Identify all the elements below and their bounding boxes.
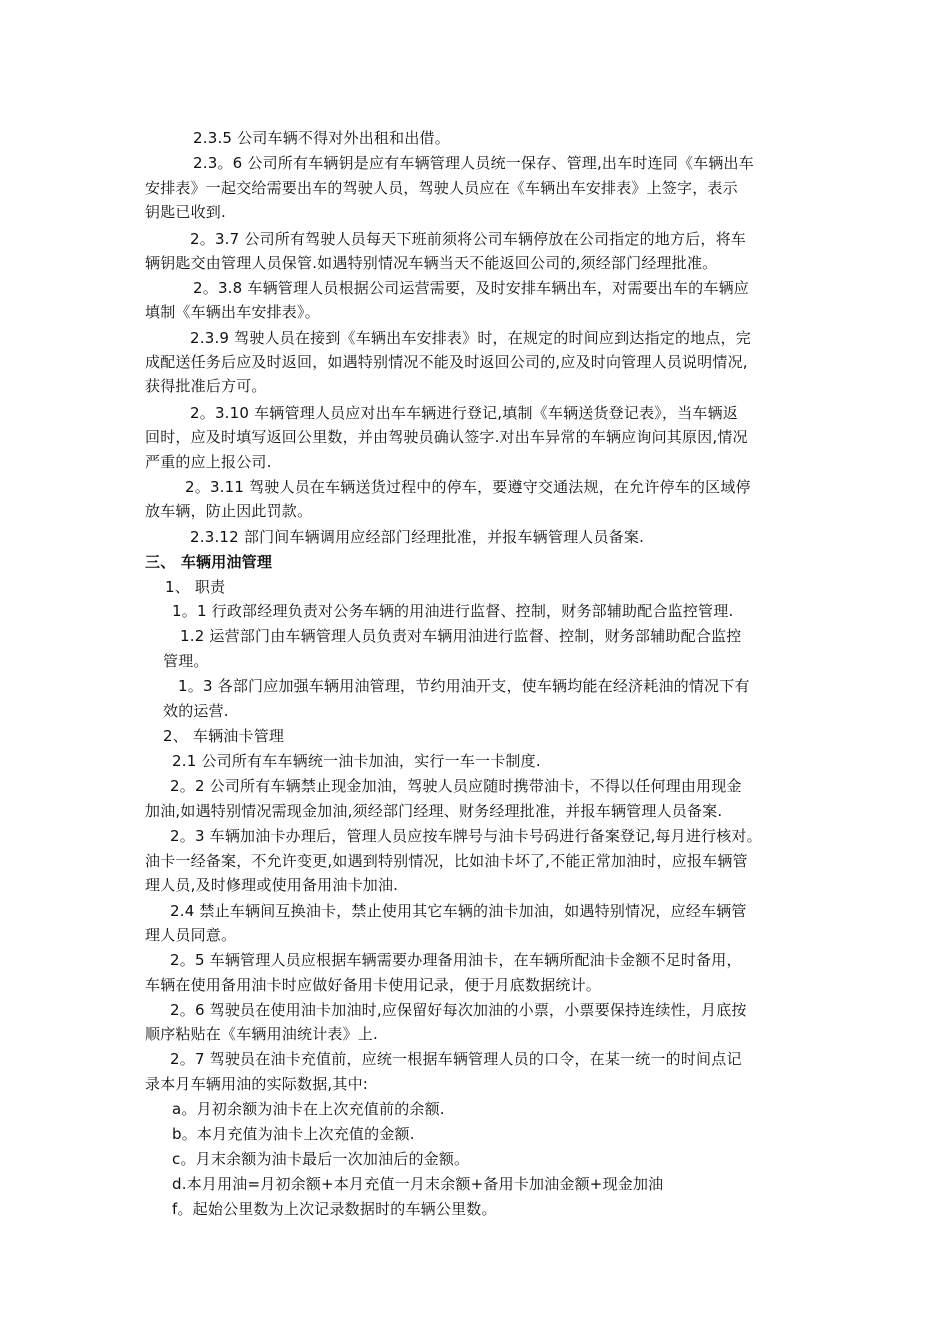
- text-line-2-3-7-cont: 辆钥匙交由管理人员保管.如遇特别情况车辆当天不能返回公司的,须经部门经理批准。: [145, 254, 718, 272]
- text-line-2-3-11: 2。3.11 驾驶人员在车辆送货过程中的停车，要遵守交通法规，在允许停车的区域停: [185, 478, 751, 496]
- text-line-1-1: 1。1 行政部经理负责对公务车辆的用油进行监督、控制，财务部辅助配合监控管理.: [172, 602, 734, 620]
- text-line-2-3-8-cont: 填制《车辆出车安排表》。: [145, 303, 320, 321]
- text-line-1-2-cont: 管理。: [163, 652, 209, 670]
- text-line-2-2: 2。2 公司所有车辆禁止现金加油，驾驶人员应随时携带油卡，不得以任何理由用现金: [170, 777, 742, 795]
- text-line-2-4-cont: 理人员同意。: [145, 926, 237, 944]
- list-item-d: d.本月用油=月初余额+本月充值一月末余额+备用卡加油金额+现金加油: [172, 1175, 664, 1193]
- text-line-2-2-cont: 加油,如遇特别情况需现金加油,须经部门经理、财务经理批准，并报车辆管理人员备案.: [145, 802, 723, 820]
- text-line-2-3-10-cont: 严重的应上报公司.: [145, 453, 272, 471]
- text-line-2-3-9: 2.3.9 驾驶人员在接到《车辆出车安排表》时，在规定的时间应到达指定的地点，完: [190, 329, 751, 347]
- text-line-2-7: 2。7 驾驶员在油卡充值前，应统一根据车辆管理人员的口令，在某一统一的时间点记: [170, 1050, 742, 1068]
- text-line-1-3-cont: 效的运营.: [163, 702, 229, 720]
- text-line-2-3-5: 2.3.5 公司车辆不得对外出租和出借。: [193, 129, 450, 147]
- text-line-2-3-12: 2.3.12 部门间车辆调用应经部门经理批准，并报车辆管理人员备案.: [190, 528, 645, 546]
- text-line-2-4: 2.4 禁止车辆间互换油卡，禁止使用其它车辆的油卡加油，如遇特别情况，应经车辆管: [170, 902, 747, 920]
- list-item-a: a。月初余额为油卡在上次充值前的余额.: [172, 1100, 445, 1118]
- text-line-2-3-10: 2。3.10 车辆管理人员应对出车车辆进行登记,填制《车辆送货登记表》，当车辆返: [190, 404, 738, 422]
- text-line-2-3-cont: 油卡一经备案，不允许变更,如遇到特别情况，比如油卡坏了,不能正常加油时，应报车辆管: [145, 852, 748, 870]
- text-line-2-3-10-cont: 回时，应及时填写返回公里数，并由驾驶员确认签字.对出车异常的车辆应询问其原因,情况: [145, 428, 748, 446]
- list-item-c: c。月末余额为油卡最后一次加油后的金额。: [172, 1150, 470, 1168]
- text-line-2-6-cont: 顺序粘贴在《车辆用油统计表》上.: [145, 1025, 378, 1043]
- text-line-2-3-6-cont: 钥匙已收到.: [145, 203, 226, 221]
- text-line-2-5-cont: 车辆在使用备用油卡时应做好备用卡使用记录，便于月底数据统计。: [145, 976, 602, 994]
- text-line-1-2: 1.2 运营部门由车辆管理人员负责对车辆用油进行监督、控制，财务部辅助配合监控: [180, 627, 742, 645]
- text-line-2-3-9-cont: 获得批准后方可。: [145, 377, 267, 395]
- subheading-duties: 1、 职责: [165, 578, 226, 596]
- subheading-fuel-card: 2、 车辆油卡管理: [163, 727, 285, 745]
- text-line-2-3-6: 2.3。6 公司所有车辆钥是应有车辆管理人员统一保存、管理,出车时连同《车辆出车: [193, 154, 754, 172]
- text-line-2-3-9-cont: 成配送任务后应及时返回，如遇特别情况不能及时返回公司的,应及时向管理人员说明情况,: [145, 353, 748, 371]
- text-line-2-3-6-cont: 安排表》一起交给需要出车的驾驶人员，驾驶人员应在《车辆出车安排表》上签字，表示: [145, 179, 738, 197]
- list-item-b: b。本月充值为油卡上次充值的金额.: [172, 1125, 415, 1143]
- text-line-2-3: 2。3 车辆加油卡办理后，管理人员应按车牌号与油卡号码进行备案登记,每月进行核对。: [170, 827, 762, 845]
- text-line-2-3-7: 2。3.7 公司所有驾驶人员每天下班前须将公司车辆停放在公司指定的地方后，将车: [190, 230, 746, 248]
- text-line-2-3-11-cont: 放车辆，防止因此罚款。: [145, 502, 313, 520]
- text-line-2-5: 2。5 车辆管理人员应根据车辆需要办理备用油卡，在车辆所配油卡金额不足时备用，: [170, 951, 742, 969]
- text-line-2-7-cont: 录本月车辆用油的实际数据,其中:: [145, 1075, 369, 1093]
- section-heading-fuel: 三、 车辆用油管理: [145, 553, 273, 571]
- text-line-2-3-8: 2。3.8 车辆管理人员根据公司运营需要，及时安排车辆出车，对需要出车的车辆应: [193, 279, 749, 297]
- text-line-2-6: 2。6 驾驶员在使用油卡加油时,应保留好每次加油的小票，小票要保持连续性，月底按: [170, 1001, 747, 1019]
- text-line-2-1: 2.1 公司所有车车辆统一油卡加油，实行一车一卡制度.: [172, 752, 541, 770]
- list-item-f: f。起始公里数为上次记录数据时的车辆公里数。: [172, 1200, 497, 1218]
- text-line-1-3: 1。3 各部门应加强车辆用油管理，节约用油开支，使车辆均能在经济耗油的情况下有: [178, 677, 750, 695]
- text-line-2-3-cont: 理人员,及时修理或使用备用油卡加油.: [145, 876, 399, 894]
